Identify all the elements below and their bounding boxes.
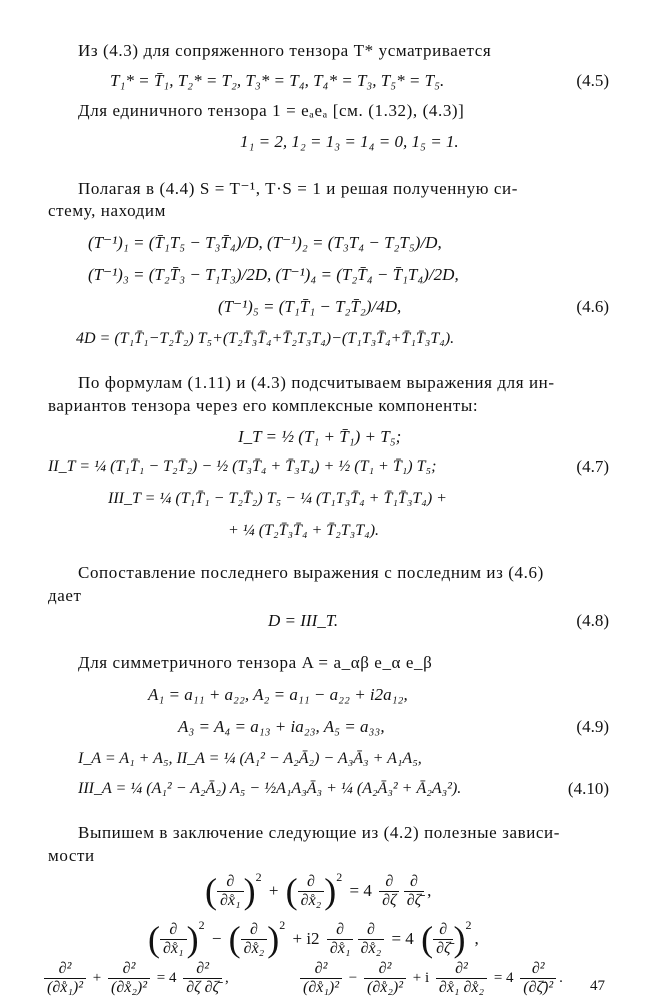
equation-4-8: D = III_T.: [268, 611, 339, 630]
equation-4-10-line2: III_A = ¼ (A₁² − A₂Ā₂) A₅ − ½A₁A₃Ā₃ + ¼ (A₂Ā₃² + Ā₂A₃²).: [78, 780, 462, 797]
equation-4-6-line3: (T⁻¹)₅ = (T₁T̄₁ − T₂T̄₂)/4D,: [218, 297, 402, 316]
equation-number: (4.10): [567, 779, 609, 798]
derivative-identity-2: ( $\frac{\partial}{\text{∂x̊₁}}$ )$^2$ − ( $\frac{\partial}{\text{∂x̊₂}}$ )$^2$ + i2 $\frac{\partial}{\text{∂x̊₁}}$ $\frac{\partial}{\text{∂x̊₂}}$ = 4 ( $\frac{\partial}{\partial\zetā}$ )$^2$,: [148, 918, 479, 960]
equation-number: (4.9): [576, 717, 609, 736]
paragraph-line: стему, находим: [48, 201, 166, 220]
paragraph-line: Для единичного тензора 1 = eₐeₐ [см. (1.32), (4.3)]: [78, 101, 465, 120]
derivative-identity-4: $\frac{\text{∂²}}{\text{(∂x̊₁)²}}$ − $\frac{\text{∂²}}{\text{(∂x̊₂)²}}$ + i $\frac{\text{∂²}}{\text{∂x̊₁ ∂x̊₂}}$ = 4 $\frac{\text{∂²}}{\text{(∂ζ̄)²}}$ .: [300, 960, 566, 997]
paragraph-line: Выпишем в заключение следующие из (4.2) полезные зависи-: [78, 823, 561, 842]
equation-4-9-line2: A₃ = A₄ = a₁₃ + ia₂₃, A₅ = a₃₃,: [178, 717, 385, 736]
paragraph-line: дает: [48, 586, 82, 605]
paragraph-line: Из (4.3) для сопряженного тензора T* усматривается: [78, 41, 492, 60]
equation-number: (4.8): [576, 611, 609, 630]
paragraph-line: Сопоставление последнего выражения с последним из (4.6): [78, 563, 544, 582]
equation-number: (4.5): [576, 71, 609, 90]
equation-4-6-line1: (T⁻¹)₁ = (T̄₁T₅ − T₃T̄₄)/D, (T⁻¹)₂ = (T₃T₄ − T₂T₅)/D,: [88, 233, 442, 252]
equation-4-6-line2: (T⁻¹)₃ = (T₂T̄₃ − T₁T₃)/2D, (T⁻¹)₄ = (T₂T̄₄ − T̄₁T₄)/2D,: [88, 265, 459, 284]
equation-unit-tensor: 1₁ = 2, 1₂ = 1₃ = 1₄ = 0, 1₅ = 1.: [240, 132, 459, 151]
derivative-identity-1: ( $\frac{\partial}{\text{∂x̊₁}}$ )$^2$ + ( $\frac{\partial}{\text{∂x̊₂}}$ )$^2$ = 4 $\frac{\partial}{\partial\zeta}$ $\frac{\partial}{\partial\zetā}$ ,: [205, 870, 432, 912]
equation-4-10-line1: I_A = A₁ + A₅, II_A = ¼ (A₁² − A₂Ā₂) − A₃Ā₃ + A₁A₅,: [78, 750, 422, 767]
paragraph-line: вариантов тензора через его комплексные компоненты:: [48, 396, 479, 415]
paragraph-line: По формулам (1.11) и (4.3) подсчитываем выражения для ин-: [78, 373, 555, 392]
equation-number: (4.7): [576, 457, 609, 476]
equation-4-7-line4: + ¼ (T₂T̄₃T̄₄ + T̄₂T₃T₄).: [228, 522, 380, 539]
derivative-identity-3: $\frac{\text{∂²}}{\text{(∂x̊₁)²}}$ + $\frac{\text{∂²}}{\text{(∂x̊₂)²}}$ = 4 $\frac{\text{∂²}}{\partial\zeta \partial\zetā}$ ,: [44, 960, 232, 997]
equation-4-5: T₁* = T̄₁, T₂* = T₂, T₃* = T₄, T₄* = T₃, T₅* = T₅.: [110, 71, 445, 90]
paragraph-line: Для симметричного тензора A = a_αβ e_α e_β: [78, 653, 433, 672]
equation-4-7-line3: III_T = ¼ (T₁T̄₁ − T₂T̄₂) T₅ − ¼ (T₁T₃T̄₄ + T̄₁T̄₃T₄) +: [108, 490, 447, 507]
equation-number: (4.6): [576, 297, 609, 316]
equation-4-6-line4: 4D = (T₁T̄₁−T₂T̄₂) T₅+(T₂T̄₃T̄₄+T̄₂T₃T₄)−(T₁T₃T̄₄+T̄₁T̄₃T₄).: [76, 330, 455, 347]
equation-4-7-line2: II_T = ¼ (T₁T̄₁ − T₂T̄₂) − ½ (T₃T̄₄ + T̄₃T₄) + ½ (T₁ + T̄₁) T₅;: [48, 458, 437, 475]
equation-4-9-line1: A₁ = a₁₁ + a₂₂, A₂ = a₁₁ − a₂₂ + i2a₁₂,: [148, 685, 408, 704]
paragraph-line: Полагая в (4.4) S = T⁻¹, T·S = 1 и решая полученную си-: [78, 179, 518, 198]
equation-4-7-line1: I_T = ½ (T₁ + T̄₁) + T₅;: [238, 427, 402, 446]
paragraph-line: мости: [48, 846, 95, 865]
page-number: 47: [590, 978, 605, 994]
